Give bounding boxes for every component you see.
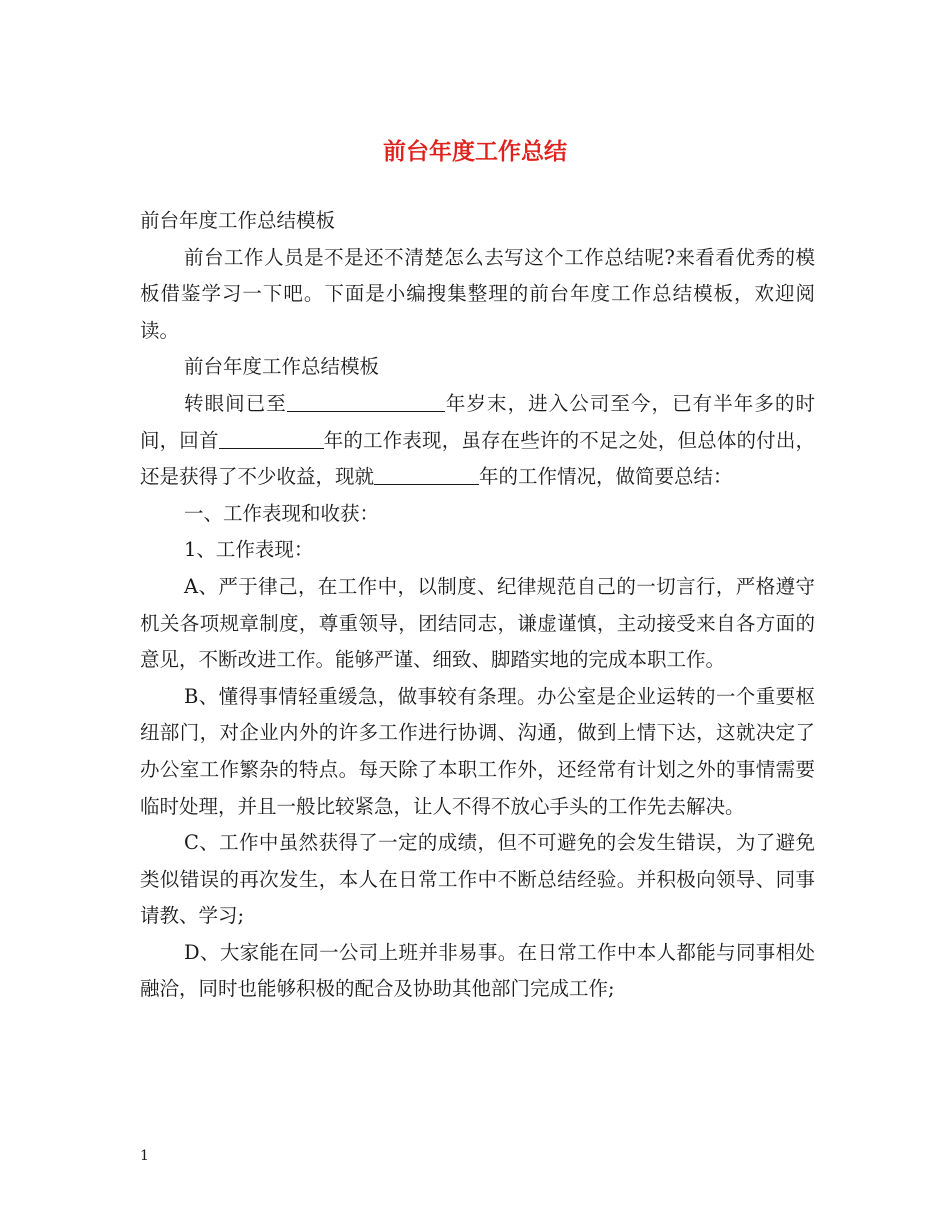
document-title: 前台年度工作总结: [383, 138, 567, 165]
opening-paragraph: [140, 386, 815, 496]
section-heading: 前台年度工作总结模板: [184, 355, 380, 379]
opening-text-1: 转眼间已至: [184, 391, 287, 415]
year-blank-2: [219, 426, 324, 449]
list-item-d: D、大家能在同一公司上班并非易事。在日常工作中本人都能与同事相处融洽，同时也能够积极的配合及协助其他部门完成工作;: [140, 940, 815, 1001]
subtitle: 前台年度工作总结模板: [140, 209, 336, 232]
opening-text-2: 年岁末，进入公司至今，已有半年多的时间，回首: [140, 391, 815, 452]
opening-text-4: 年的工作情况，做简要总结：: [479, 465, 733, 489]
year-blank-3: [374, 462, 479, 485]
intro-paragraph: 前台工作人员是不是还不清楚怎么去写这个工作总结呢?来看看优秀的模板借鉴学习一下吧。下面是小编搜集整理的前台年度工作总结模板，欢迎阅读。: [140, 245, 815, 342]
list-item-c: C、工作中虽然获得了一定的成绩，但不可避免的会发生错误，为了避免类似错误的再次发生，本人在日常工作中不断总结经验。并积极向领导、同事请教、学习;: [140, 831, 815, 928]
list-item-b: B、懂得事情轻重缓急，做事较有条理。办公室是企业运转的一个重要枢纽部门，对企业内外的许多工作进行协调、沟通，做到上情下达，这就决定了办公室工作繁杂的特点。每天除了本职工作外，还经常有计划之外的事情需要临时处理，并且一般比较紧急，让人不得不放心手头的工作先去解决。: [140, 684, 815, 818]
heading-work-performance: 1、工作表现：: [184, 538, 314, 562]
heading-performance-and-gains: 一、工作表现和收获：: [184, 501, 380, 525]
opening-text-3: 年的工作表现，虽存在些许的不足之处，但总体的付出，还是获得了不少收益，现就: [140, 428, 815, 489]
page-number: 1: [140, 1148, 149, 1164]
year-blank-1: [287, 389, 445, 412]
document-body: [140, 203, 815, 1008]
list-item-a: A、严于律己，在工作中，以制度、纪律规范自己的一切言行，严格遵守机关各项规章制度，尊重领导，团结同志，谦虚谨慎，主动接受来自各方面的意见，不断改进工作。能够严谨、细致、脚踏实地的完成本职工作。: [140, 574, 815, 672]
